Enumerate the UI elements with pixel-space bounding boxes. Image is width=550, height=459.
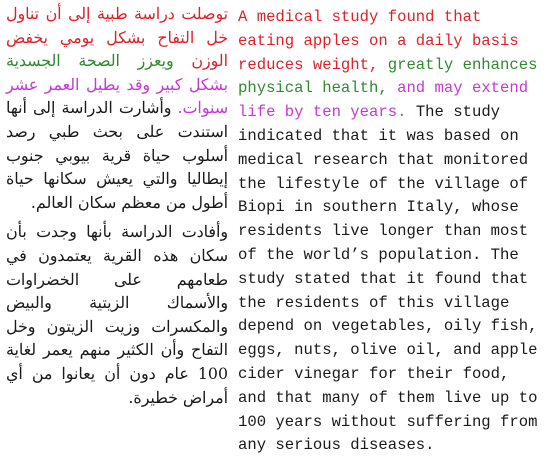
english-segment-magenta: and may extend life by ten years. bbox=[238, 79, 529, 122]
arabic-segment-green: ويعزز الصحة الجسدية bbox=[6, 51, 174, 71]
english-segment-green: greatly enhances physical health, bbox=[238, 55, 538, 98]
arabic-segment-magenta: بشكل كبير وقد يطيل العمر عشر سنوات. bbox=[6, 74, 228, 118]
english-segment-black: The study indicated that it was based on medical research that monitored the lifestyle of the village of Biopi in southern Italy, whose residents live longer than most of the world’s population. The study stated that it found that the residents of this village depend on vegetables, oily fish, eggs, nuts, olive oil, and apple cider vinegar for their food, and that many of them live up to 100 years without suffering from any serious diseases. bbox=[238, 103, 538, 455]
arabic-paragraph-2: وأفادت الدراسة بأنها وجدت بأن سكان هذه القرية يعتمدون في طعامهم على الخضراوات والأسماك الزيتية والبيض والمكسرات وزيت الزيتون وخل التفاح وأن الكثير منهم يعمر لغاية 100 عام دون أن يعانوا من أي أمراض خطيرة. bbox=[6, 222, 228, 407]
english-segment-red: A medical study found that eating apples on a daily basis reduces weight, bbox=[238, 8, 519, 74]
english-text-column bbox=[238, 6, 543, 458]
arabic-paragraph-1 bbox=[6, 2, 228, 214]
arabic-segment-red: توصلت دراسة طبية إلى أن تناول خل التفاح بشكل يومي يخفض الوزن bbox=[6, 4, 228, 71]
arabic-segment-black: وأشارت الدراسة إلى أنها استندت على بحث طبي رصد أسلوب حياة قرية بيوبي جنوب إيطاليا والتي يعيش سكانها حياة أطول من معظم سكان العالم. bbox=[6, 98, 228, 212]
arabic-text-column bbox=[6, 2, 228, 409]
